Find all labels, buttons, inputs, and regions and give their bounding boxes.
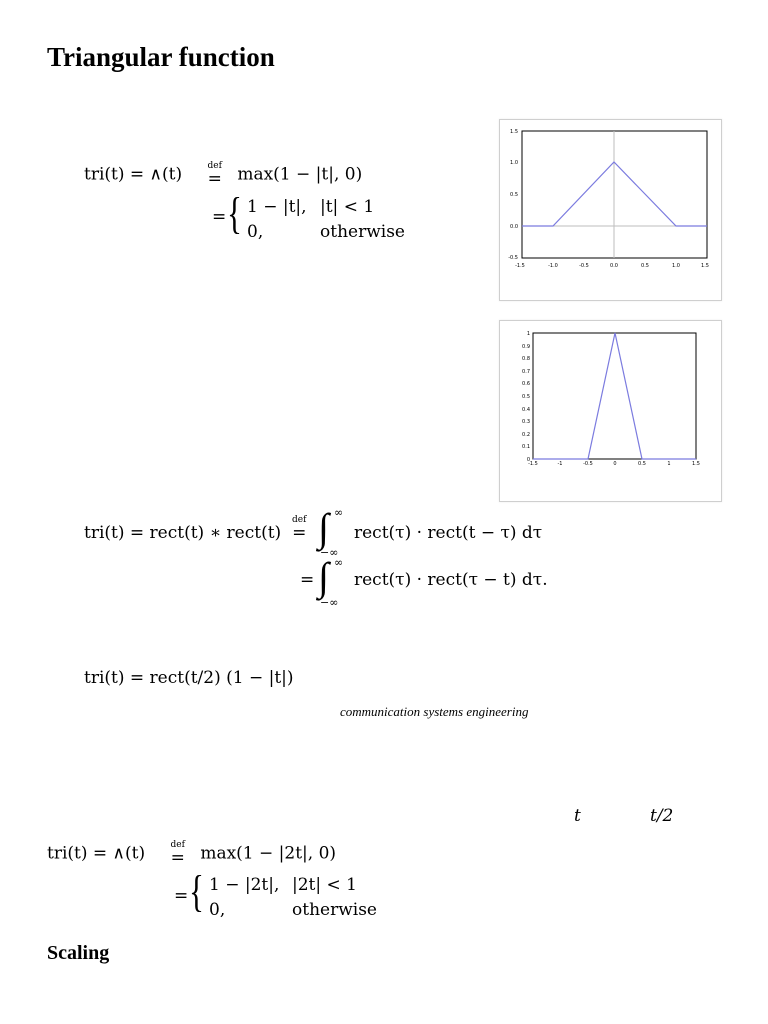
eq2-lower-2: −∞ [320,596,339,609]
eq2-lower-1: −∞ [320,546,339,559]
page-title: Triangular function [47,42,275,72]
eq4-lhs: tri(t) = ∧(t) [47,843,146,864]
plot2-ytick-label: 0.7 [522,369,530,375]
eq2-integral-2: ∫ [318,554,329,599]
eq2-integrand-1: rect(τ) · rect(t − τ) dτ [354,523,543,543]
caption-text: communication systems engineering [340,704,529,719]
eq1-case2-expr: 0, [247,222,264,242]
plot1-xtick-label: -1.0 [548,263,558,269]
triangle-plot-svg [500,120,721,300]
plot1-ytick-label: 0.5 [510,192,518,198]
plot1-ytick-label: 0.0 [510,224,518,230]
plot1-xtick-label: -0.5 [579,263,589,269]
plot2-xtick-label: 0.5 [638,461,646,467]
equation-scaled-definition [47,841,336,867]
eq1-brace: { [227,189,242,238]
eq4-case1-cond: |2t| < 1 [292,875,357,895]
plot2-ytick-label: 1 [526,331,530,337]
plot1-ytick-label: 1.5 [510,129,518,135]
plot2-xtick-label: 0 [613,461,617,467]
plot1-ytick-label: 1.0 [510,160,518,166]
eq4-case2-cond: otherwise [292,900,377,920]
plot2-axes-box [533,333,696,459]
section-heading-scaling: Scaling [47,942,110,964]
plot2-ytick-label: 0.9 [522,344,530,350]
eq1-case1-expr: 1 − |t|, [247,197,307,217]
inline-var-t-half: t/2 [650,806,674,826]
eq3-equation: tri(t) = rect(t/2) (1 − |t|) [84,668,294,688]
plot2-triangle-curve [533,333,696,459]
plot1-xtick-label: 0.5 [641,263,649,269]
eq2-upper-1: ∞ [334,506,344,519]
eq4-cases-equals: = [174,886,189,906]
eq1-cases-equals: = [212,207,227,227]
plot2-xtick-label: -0.5 [583,461,593,467]
plot1-xtick-label: 0.0 [610,263,618,269]
figure-triangle-plot [499,119,722,301]
eq4-case1-expr: 1 − |2t|, [209,875,280,895]
inline-var-t: t [574,806,581,826]
eq1-def-equals: def = [207,161,222,189]
plot2-ytick-label: 0.2 [522,432,530,438]
plot2-ytick-label: 0.6 [522,381,530,387]
eq1-rhs: max(1 − |t|, 0) [237,164,363,185]
plot2-ytick-label: 0.3 [522,419,530,425]
plot1-xtick-label: 1.5 [701,263,709,269]
eq1-lhs: tri(t) = ∧(t) [84,164,183,185]
equation-definition [84,162,362,188]
plot2-ytick-label: 0 [526,457,530,463]
eq2-equals-2: = [300,570,315,590]
eq2-def-equals: def = [292,515,307,543]
eq2-integral-1: ∫ [318,505,329,550]
plot1-ytick-label: -0.5 [508,255,518,261]
plot2-ytick-label: 0.4 [522,407,530,413]
narrow-triangle-plot-svg [500,321,721,501]
plot2-ytick-label: 0.5 [522,394,530,400]
plot1-xtick-label: 1.0 [672,263,680,269]
plot2-xtick-label: 1 [667,461,671,467]
eq4-brace: { [189,867,204,916]
figure-narrow-triangle-plot [499,320,722,502]
eq4-case2-expr: 0, [209,900,226,920]
eq4-rhs: max(1 − |2t|, 0) [200,843,337,864]
eq2-upper-2: ∞ [334,556,344,569]
eq2-lhs: tri(t) = rect(t) ∗ rect(t) [84,523,282,543]
eq4-def-equals: def = [170,840,185,868]
plot2-xtick-label: -1.5 [528,461,538,467]
plot2-xtick-label: 1.5 [692,461,700,467]
eq1-case1-cond: |t| < 1 [320,197,375,217]
plot1-xtick-label: -1.5 [515,263,525,269]
eq2-integrand-2: rect(τ) · rect(τ − t) dτ. [354,570,548,590]
plot2-ytick-label: 0.1 [522,444,530,450]
plot2-ytick-label: 0.8 [522,356,530,362]
eq1-case2-cond: otherwise [320,222,405,242]
plot2-xtick-label: -1 [557,461,563,467]
